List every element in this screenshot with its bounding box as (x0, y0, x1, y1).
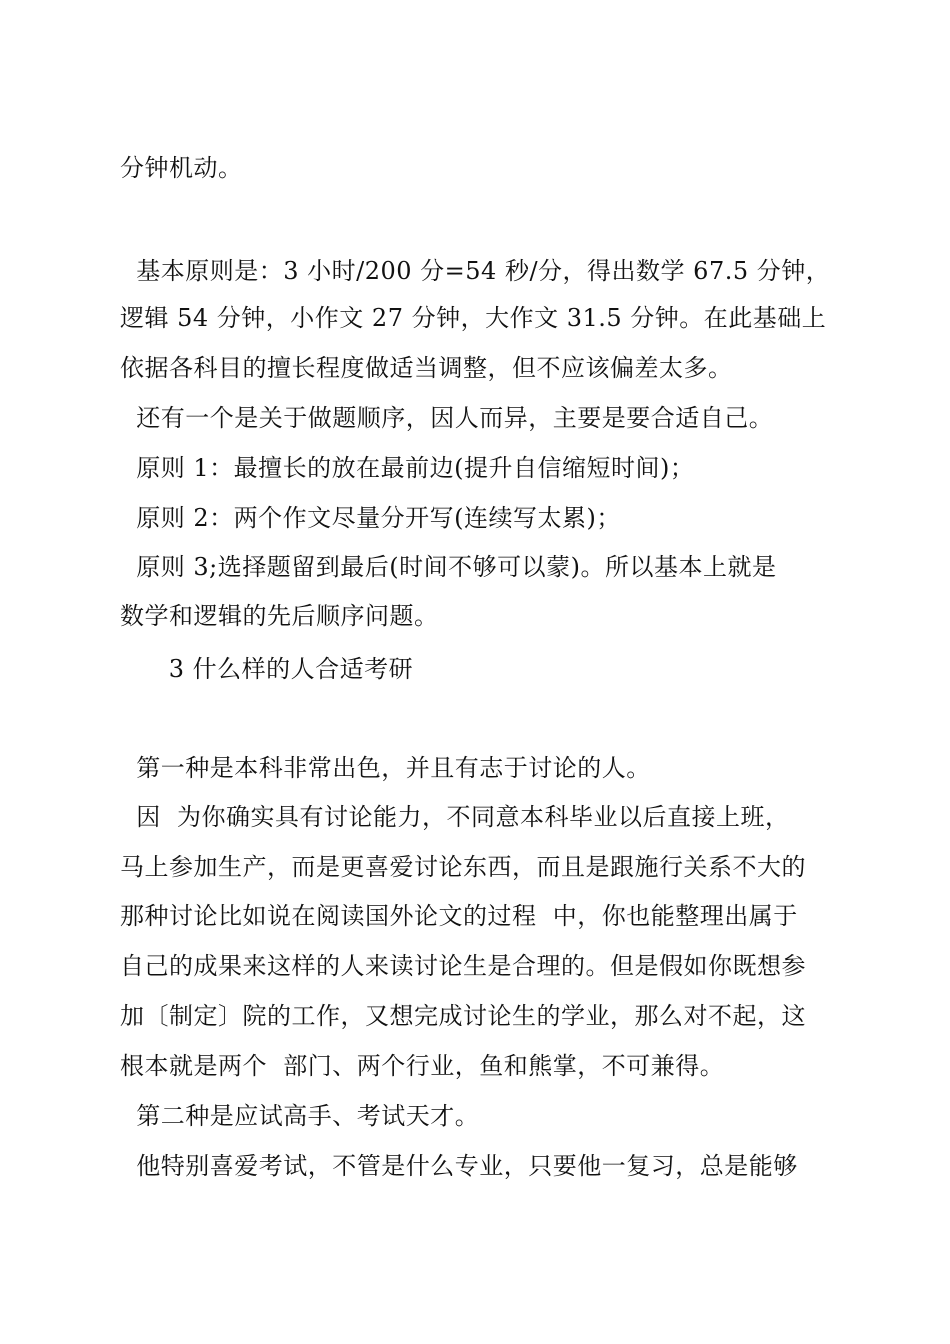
text-line-8: 原则 3;选择题留到最后(时间不够可以蒙)。所以基本上就是 (120, 553, 777, 581)
text-line-14: 那种讨论比如说在阅读国外论文的过程 中，你也能整理出属于 (120, 902, 798, 930)
text-line-3: 逻辑 54 分钟，小作文 27 分钟，大作文 31.5 分钟。在此基础上 (120, 304, 827, 332)
text-line-17: 根本就是两个 部门、两个行业，鱼和熊掌，不可兼得。 (120, 1052, 725, 1080)
text-line-7: 原则 2：两个作文尽量分开写(连续写太累)； (120, 504, 621, 532)
text-line-19: 他特别喜爱考试，不管是什么专业，只要他一复习，总是能够 (120, 1152, 798, 1180)
text-line-16: 加〔制定〕院的工作，又想完成讨论生的学业，那么对不起，这 (120, 1002, 806, 1030)
text-line-12: 因 为你确实具有讨论能力，不同意本科毕业以后直接上班， (120, 803, 790, 831)
text-line-5: 还有一个是关于做题顺序，因人而异，主要是要合适自己。 (120, 404, 774, 432)
text-line-1: 分钟机动。 (120, 154, 243, 182)
text-line-6: 原则 1：最擅长的放在最前边(提升自信缩短时间)； (120, 454, 695, 482)
text-line-9: 数学和逻辑的先后顺序问题。 (120, 602, 439, 630)
text-line-15: 自己的成果来这样的人来读讨论生是合理的。但是假如你既想参 (120, 952, 806, 980)
text-line-11: 第一种是本科非常出色，并且有志于讨论的人。 (120, 754, 651, 782)
section-heading: 3 什么样的人合适考研 (120, 655, 414, 683)
text-line-13: 马上参加生产，而是更喜爱讨论东西，而且是跟施行关系不大的 (120, 853, 806, 881)
text-line-2: 基本原则是：3 小时/200 分=54 秒/分，得出数学 67.5 分钟， (120, 257, 831, 285)
text-line-4: 依据各科目的擅长程度做适当调整，但不应该偏差太多。 (120, 354, 733, 382)
text-line-18: 第二种是应试高手、考试天才。 (120, 1102, 480, 1130)
